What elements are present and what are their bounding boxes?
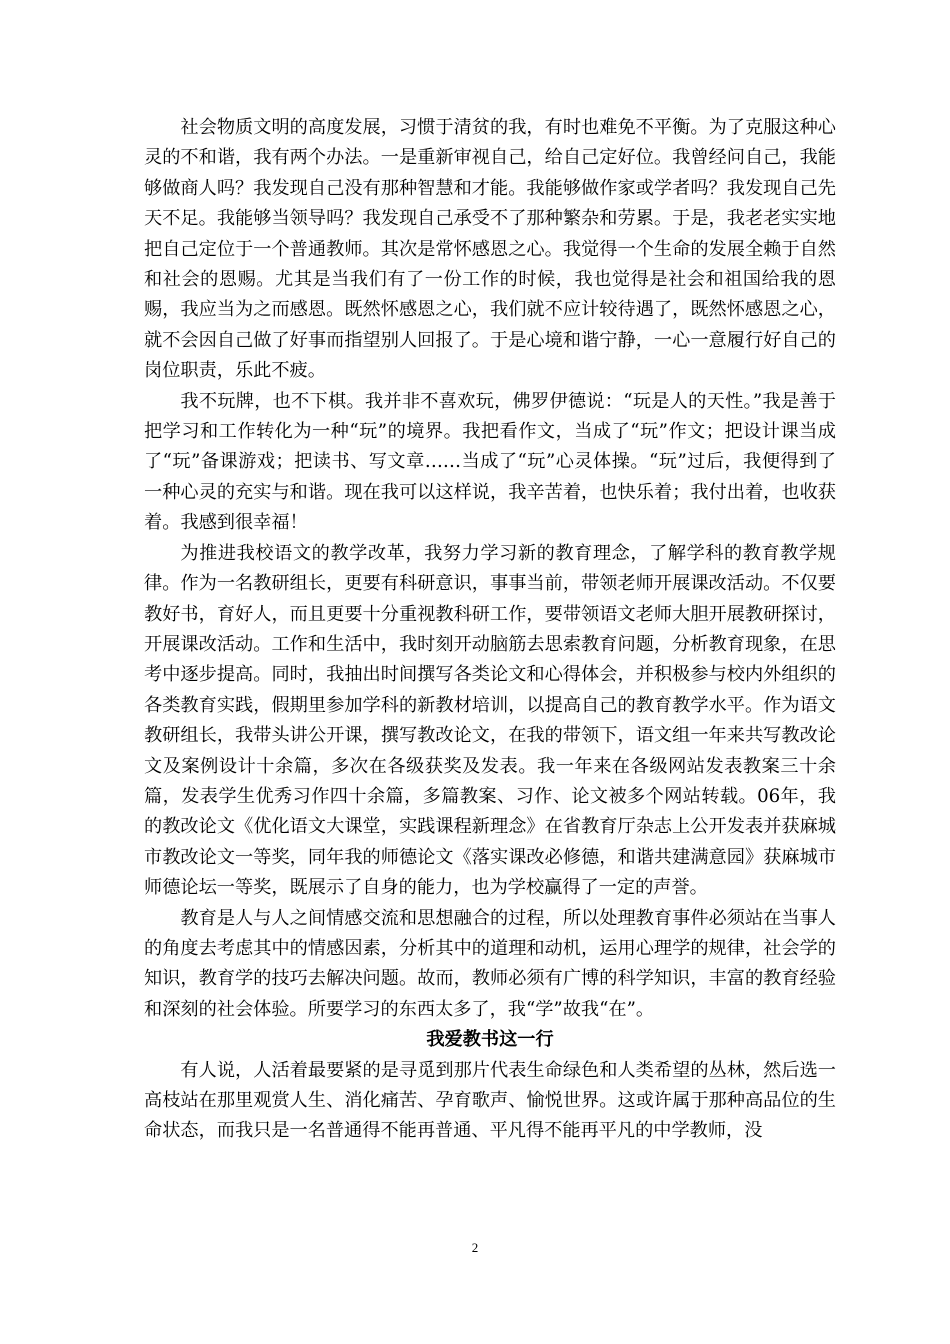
section-heading: 我爱教书这一行 <box>426 1029 554 1051</box>
paragraph-4: 教育是人与人之间情感交流和思想融合的过程，所以处理教育事件必须站在当事人的角度去考虑其中的情感因素，分析其中的道理和动机，运用心理学的规律，社会学的知识，教育学的技巧去解决问题。故而，教师必须有广博的科学知识，丰富的教育经验和深刻的社会体验。所要学习的东西太多了，我“学”故我“在”。 <box>144 907 836 1020</box>
page-number: 2 <box>471 1240 479 1255</box>
paragraph-2: 我不玩牌，也不下棋。我并非不喜欢玩，佛罗伊德说：“玩是人的天性。”我是善于把学习和工作转化为一种“玩”的境界。我把看作文，当成了“玩”作文；把设计课当成了“玩”备课游戏；把读书、写文章……当成了“玩”心灵体操。“玩”过后，我便得到了一种心灵的充实与和谐。现在我可以这样说，我辛苦着，也快乐着；我付出着，也收获着。我感到很幸福！ <box>144 390 836 534</box>
paragraph-3: 为推进我校语文的教学改革，我努力学习新的教育理念，了解学科的教育教学规律。作为一名教研组长，更要有科研意识，事事当前，带领老师开展课改活动。不仅要教好书，育好人，而且更要十分重视教科研工作，要带领语文老师大胆开展教研探讨，开展课改活动。工作和生活中，我时刻开动脑筋去思索教育问题，分析教育现象，在思考中逐步提高。同时，我抽出时间撰写各类论文和心得体会，并积极参与校内外组织的各类教育实践，假期里参加学科的新教材培训，以提高自己的教育教学水平。作为语文教研组长，我带头讲公开课，撰写教改论文，在我的带领下，语文组一年来共写教改论文及案例设计十余篇，多次在各级获奖及发表。我一年来在各级网站发表教案三十余篇，发表学生优秀习作四十余篇，多篇教案、习作、论文被多个网站转载。06年，我的教改论文《优化语文大课堂，实践课程新理念》在省教育厅杂志上公开发表并获麻城市教改论文一等奖，同年我的师德论文《落实课改必修德，和谐共建满意园》获麻城市师德论坛一等奖，既展示了自身的能力，也为学校赢得了一定的声誉。 <box>144 542 836 899</box>
paragraph-1: 社会物质文明的高度发展，习惯于清贫的我，有时也难免不平衡。为了克服这种心灵的不和谐，我有两个办法。一是重新审视自己，给自己定好位。我曾经问自己，我能够做商人吗？我发现自己没有那种智慧和才能。我能够做作家或学者吗？我发现自己先天不足。我能够当领导吗？我发现自己承受不了那种繁杂和劳累。于是，我老老实实地把自己定位于一个普通教师。其次是常怀感恩之心。我觉得一个生命的发展全赖于自然和社会的恩赐。尤其是当我们有了一份工作的时候，我也觉得是社会和祖国给我的恩赐，我应当为之而感恩。既然怀感恩之心，我们就不应计较待遇了，既然怀感恩之心，就不会因自己做了好事而指望别人回报了。于是心境和谐宁静，一心一意履行好自己的岗位职责，乐此不疲。 <box>144 117 836 382</box>
paragraph-5: 有人说，人活着最要紧的是寻觅到那片代表生命绿色和人类希望的丛林，然后选一高枝站在那里观赏人生、消化痛苦、孕育歌声、愉悦世界。这或许属于那种高品位的生命状态，而我只是一名普通得不能再普通、平凡得不能再平凡的中学教师，没 <box>144 1059 836 1142</box>
document-page <box>144 113 836 1147</box>
